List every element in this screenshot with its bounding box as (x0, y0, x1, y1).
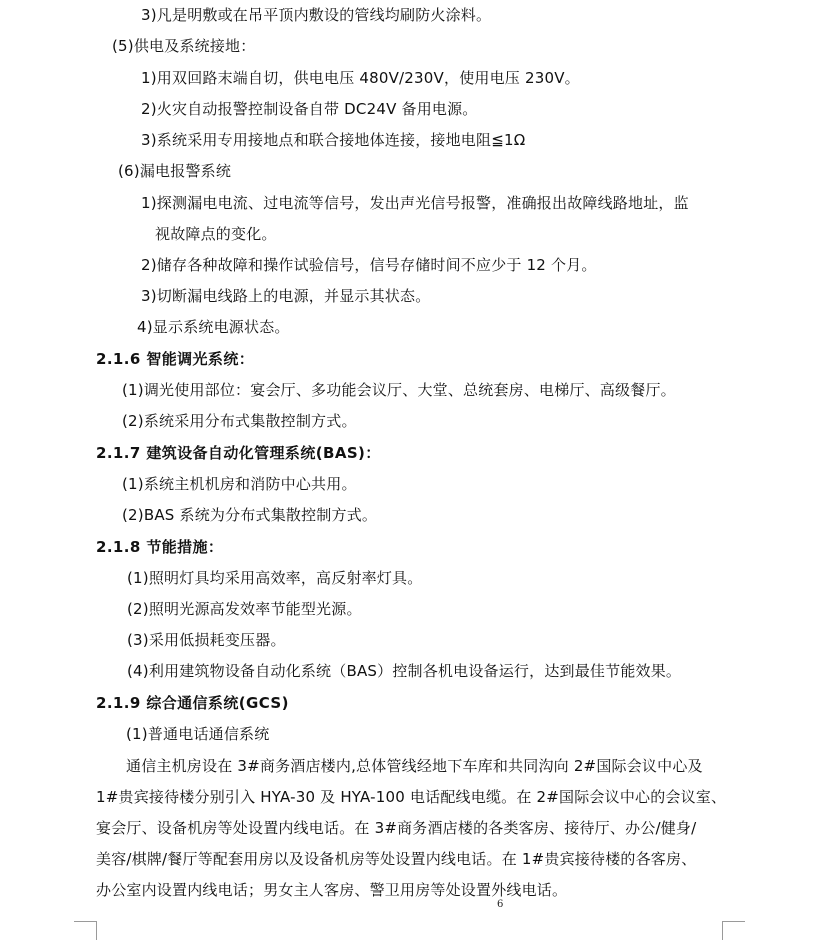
text-line: 1)用双回路末端自切，供电电压 480V/230V，使用电压 230V。 (141, 69, 580, 87)
text-line: 2)火灾自动报警控制设备自带 DC24V 备用电源。 (141, 100, 478, 118)
text-line: 通信主机房设在 3#商务酒店楼内,总体管线经地下车库和共同沟向 2#国际会议中心及 (126, 757, 703, 775)
text-line: (2)系统采用分布式集散控制方式。 (122, 412, 357, 430)
section-heading: 2.1.9 综合通信系统(GCS) (96, 694, 289, 712)
text-line: (6)漏电报警系统 (118, 162, 232, 180)
text-line: 3)凡是明敷或在吊平顶内敷设的管线均刷防火涂料。 (141, 6, 492, 24)
text-line: 宴会厅、设备机房等处设置内线电话。在 3#商务酒店楼的各类客房、接待厅、办公/健身/ (96, 819, 697, 837)
section-heading: 2.1.8 节能措施： (96, 538, 224, 556)
text-line: 视故障点的变化。 (155, 225, 277, 243)
text-line: (2)BAS 系统为分布式集散控制方式。 (122, 506, 378, 524)
text-line: 3)系统采用专用接地点和联合接地体连接，接地电阻≦1Ω (141, 131, 526, 149)
text-line: (1)调光使用部位：宴会厅、多功能会议厅、大堂、总统套房、电梯厅、高级餐厅。 (122, 381, 676, 399)
text-line: (3)采用低损耗变压器。 (127, 631, 286, 649)
text-line: 4)显示系统电源状态。 (137, 318, 290, 336)
text-line: (1)系统主机机房和消防中心共用。 (122, 475, 357, 493)
text-line: (2)照明光源高发效率节能型光源。 (127, 600, 362, 618)
text-line: 3)切断漏电线路上的电源，并显示其状态。 (141, 287, 431, 305)
section-heading: 2.1.6 智能调光系统： (96, 350, 255, 368)
crop-mark-bottom-left (74, 921, 97, 940)
text-line: 2)储存各种故障和操作试验信号，信号存储时间不应少于 12 个月。 (141, 256, 597, 274)
text-line: (4)利用建筑物设备自动化系统（BAS）控制各机电设备运行，达到最佳节能效果。 (127, 662, 682, 680)
text-line: 1#贵宾接待楼分别引入 HYA-30 及 HYA-100 电话配线电缆。在 2#国际会议中心的会议室、 (96, 788, 727, 806)
text-line: 1)探测漏电电流、过电流等信号，发出声光信号报警，准确报出故障线路地址，监 (141, 194, 689, 212)
text-line: 美容/棋牌/餐厅等配套用房以及设备机房等处设置内线电话。在 1#贵宾接待楼的各客房、 (96, 850, 697, 868)
section-heading: 2.1.7 建筑设备自动化管理系统(BAS)： (96, 444, 381, 462)
text-line: (1)普通电话通信系统 (126, 725, 270, 743)
crop-mark-bottom-right (722, 921, 745, 940)
text-line: (1)照明灯具均采用高效率，高反射率灯具。 (127, 569, 423, 587)
page-number: 6 (497, 899, 504, 910)
text-line: 办公室内设置内线电话；男女主人客房、警卫用房等处设置外线电话。 (96, 881, 568, 899)
text-line: (5)供电及系统接地： (112, 37, 256, 55)
